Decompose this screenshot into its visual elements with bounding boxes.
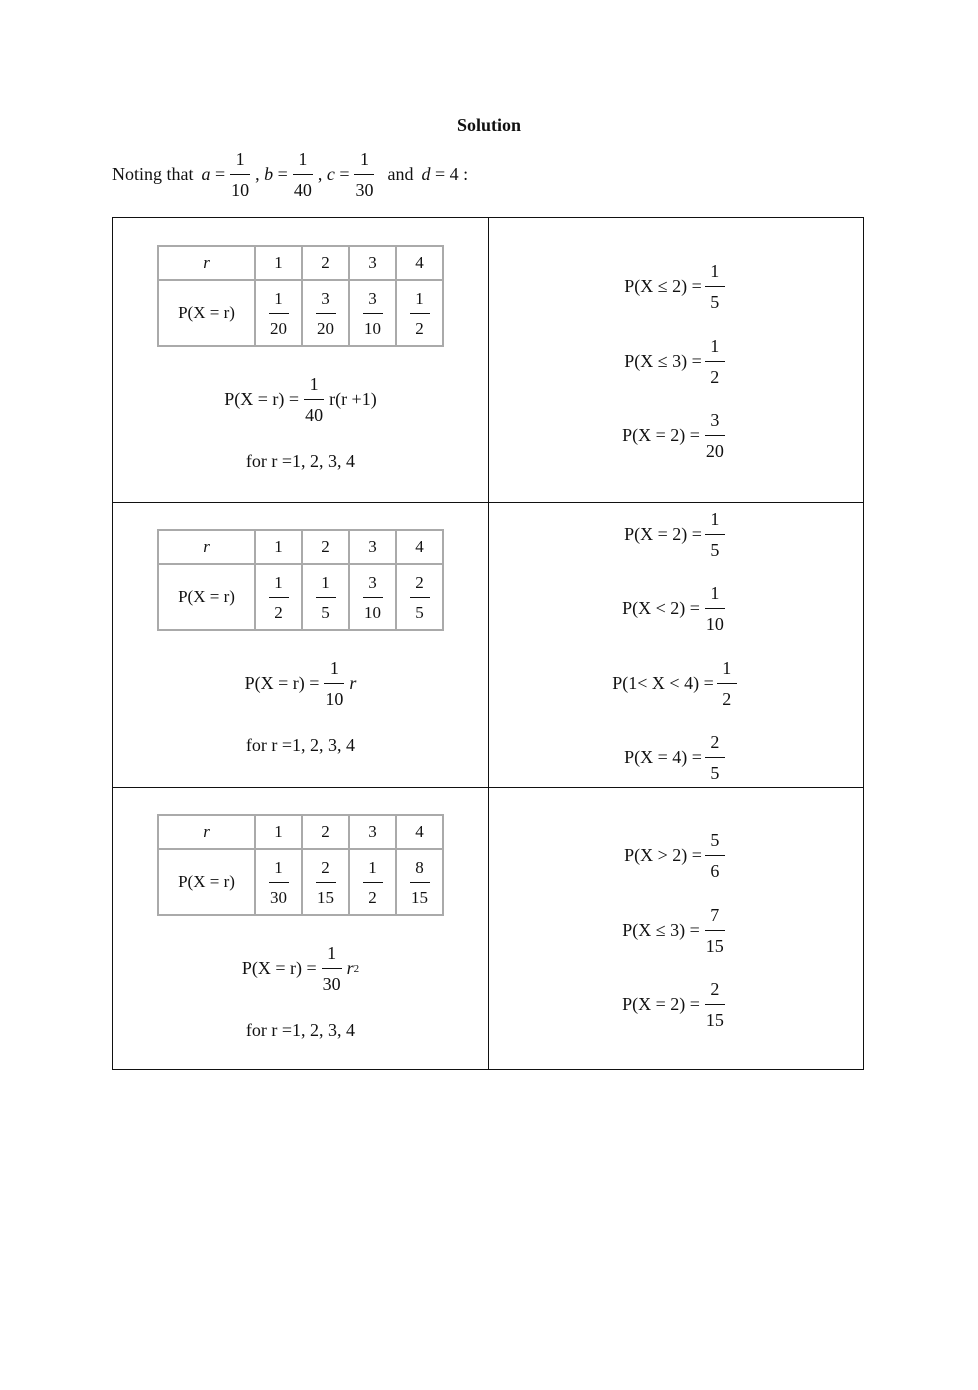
a-fraction xyxy=(228,150,252,199)
probability-value: $\frac{1}{2}$ xyxy=(410,290,430,337)
a-numerator: 1 xyxy=(230,150,250,175)
var-d: d xyxy=(421,164,431,184)
c-denominator: 30 xyxy=(355,180,374,200)
d-value: 4 xyxy=(449,164,459,184)
probability-result: P(1< X < 4) = $\frac{1}{2}$ xyxy=(489,659,863,708)
probability-result: P(X ≤ 3) = $\frac{1}{2}$ xyxy=(489,337,863,386)
r-value: 4 xyxy=(396,530,443,564)
probability-result: P(X = 4) = $\frac{2}{5}$ xyxy=(489,733,863,782)
probability-result: P(X = 2) = $\frac{1}{5}$ xyxy=(489,510,863,559)
probability-result: P(X = 2) = $\frac{2}{15}$ xyxy=(622,979,724,1030)
r-value: 3 xyxy=(349,530,396,564)
var-a: a xyxy=(201,164,211,184)
domain-text: for r =1, 2, 3, 4 xyxy=(245,451,356,471)
r-header: r xyxy=(158,815,255,849)
var-b: b xyxy=(264,164,274,184)
probability-header: P(X = r) xyxy=(158,564,255,630)
probability-value: $\frac{1}{20}$ xyxy=(270,288,287,338)
b-fraction xyxy=(291,150,315,199)
probability-value: $\frac{8}{15}$ xyxy=(411,857,428,907)
probability-value: $\frac{1}{2}$ xyxy=(269,574,289,621)
row-1-right-cell xyxy=(489,218,863,502)
probability-value: $\frac{1}{30}$ xyxy=(270,857,287,907)
probability-table xyxy=(157,814,444,916)
row-3-right-cell xyxy=(489,788,863,1070)
intro-line: Noting that a = $\frac{1}{10}$ , b = $\frac{1}{40}$ , c = $\frac{1}{30}$ and d = 4 : xyxy=(112,149,469,200)
probability-value: $\frac{2}{5}$ xyxy=(410,574,430,621)
r-value: 1 xyxy=(255,530,302,564)
r-value: 1 xyxy=(255,246,302,280)
probability-value: $\frac{3}{20}$ xyxy=(317,288,334,338)
intro-lead: Noting that xyxy=(112,164,194,184)
probability-value: $\frac{1}{2}$ xyxy=(363,859,383,906)
b-denominator: 40 xyxy=(293,180,312,200)
probability-header: P(X = r) xyxy=(158,849,255,915)
probability-result: P(X > 2) = $\frac{5}{6}$ xyxy=(489,831,863,880)
r-value: 1 xyxy=(255,815,302,849)
pmf-formula: P(X = r) = $\frac{1}{30}$ r 2 xyxy=(241,943,360,994)
probability-value: $\frac{2}{15}$ xyxy=(317,857,334,907)
r-value: 3 xyxy=(349,246,396,280)
probability-result: P(X < 2) = $\frac{1}{10}$ xyxy=(622,583,724,634)
r-value: 4 xyxy=(396,246,443,280)
r-value: 2 xyxy=(302,815,349,849)
row-1-left-cell xyxy=(113,218,488,502)
b-numerator: 1 xyxy=(293,150,313,175)
row-2-left-cell xyxy=(113,503,488,787)
c-numerator: 1 xyxy=(354,150,374,175)
probability-result: P(X = 2) = $\frac{3}{20}$ xyxy=(622,410,724,461)
probability-result: P(X ≤ 2) = $\frac{1}{5}$ xyxy=(489,262,863,311)
r-header: r xyxy=(158,246,255,280)
probability-value: $\frac{3}{10}$ xyxy=(364,572,381,622)
c-fraction xyxy=(352,150,376,199)
row-3-left-cell xyxy=(113,788,488,1070)
var-c: c xyxy=(326,164,335,184)
domain-text: for r =1, 2, 3, 4 xyxy=(245,1020,356,1040)
row-2-right-cell xyxy=(489,503,863,787)
probability-value: $\frac{1}{5}$ xyxy=(316,574,336,621)
probability-result: P(X ≤ 3) = $\frac{7}{15}$ xyxy=(622,905,724,956)
probability-value: $\frac{3}{10}$ xyxy=(364,288,381,338)
domain-text: for r =1, 2, 3, 4 xyxy=(245,735,356,755)
pmf-formula: P(X = r) = $\frac{1}{40}$ r(r +1) xyxy=(224,374,377,425)
probability-header: P(X = r) xyxy=(158,280,255,346)
r-value: 4 xyxy=(396,815,443,849)
probability-table xyxy=(157,529,444,631)
pmf-formula: P(X = r) = $\frac{1}{10}$ r xyxy=(244,658,357,709)
r-value: 3 xyxy=(349,815,396,849)
r-header: r xyxy=(158,530,255,564)
solution-grid xyxy=(112,217,864,1070)
probability-table xyxy=(157,245,444,347)
intro-and: and xyxy=(387,164,414,184)
page-title: Solution xyxy=(456,115,522,135)
a-denominator: 10 xyxy=(231,180,250,200)
r-value: 2 xyxy=(302,246,349,280)
r-value: 2 xyxy=(302,530,349,564)
